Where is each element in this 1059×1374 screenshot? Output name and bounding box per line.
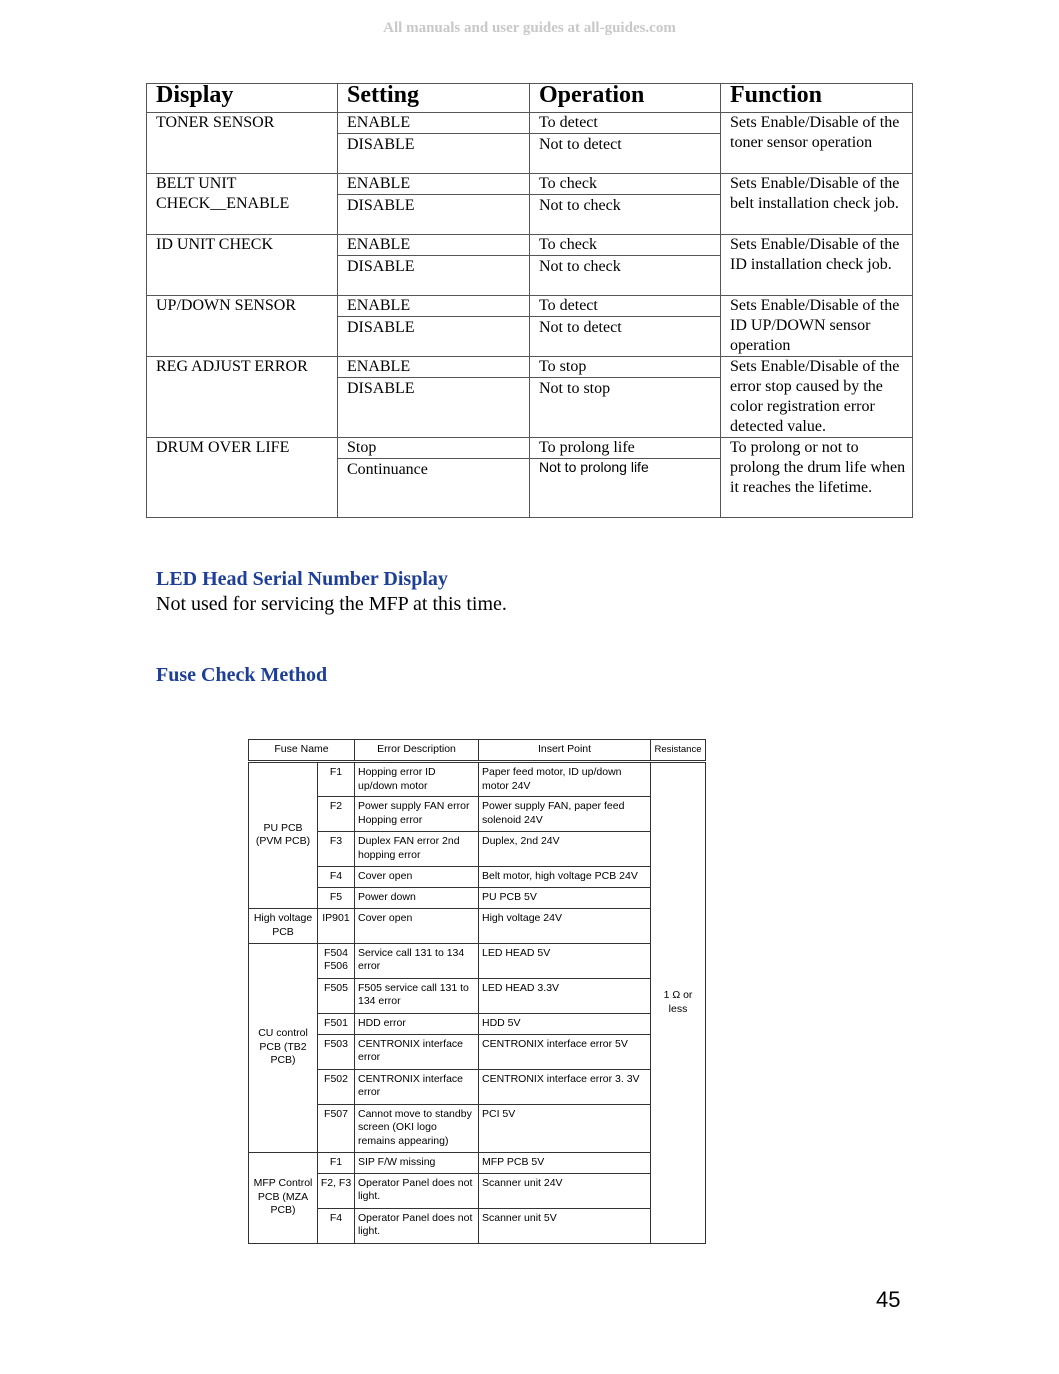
- table-row: [249, 978, 706, 1013]
- header-function: Function: [721, 84, 913, 113]
- operation-cell: To check: [530, 174, 721, 195]
- fuse-error: F505 service call 131 to 134 error: [355, 978, 479, 1013]
- fuse-insert: High voltage 24V: [479, 908, 651, 943]
- fuse-error: CENTRONIX interface error: [355, 1034, 479, 1069]
- fuse-name: F1: [318, 1152, 355, 1173]
- fuse-group-mfp: MFP Control PCB (MZA PCB): [249, 1152, 318, 1243]
- fuse-error: Operator Panel does not light.: [355, 1173, 479, 1208]
- display-cell: BELT UNIT CHECK__ENABLE: [147, 174, 338, 235]
- table-row: [147, 357, 913, 378]
- fuse-insert: MFP PCB 5V: [479, 1152, 651, 1173]
- fuse-name: F2, F3: [318, 1173, 355, 1208]
- fuse-name: F5: [318, 888, 355, 909]
- settings-table: [146, 83, 913, 518]
- led-section-text: Not used for servicing the MFP at this time.: [156, 593, 507, 615]
- table-row: [147, 296, 913, 317]
- fuse-error: Cover open: [355, 867, 479, 888]
- fuse-insert: LED HEAD 5V: [479, 943, 651, 978]
- operation-cell: To check: [530, 235, 721, 256]
- fuse-error: CENTRONIX interface error: [355, 1069, 479, 1104]
- fuse-name: F4: [318, 867, 355, 888]
- fuse-error: Power supply FAN error Hopping error: [355, 797, 479, 832]
- fuse-error: SIP F/W missing: [355, 1152, 479, 1173]
- fuse-insert: Paper feed motor, ID up/down motor 24V: [479, 762, 651, 797]
- fuse-insert: CENTRONIX interface error 3. 3V: [479, 1069, 651, 1104]
- table-row: [249, 797, 706, 832]
- table-row: [249, 1173, 706, 1208]
- operation-cell: Not to detect: [530, 317, 721, 357]
- fuse-name: F1: [318, 762, 355, 797]
- table-row: [249, 1013, 706, 1034]
- operation-cell: To stop: [530, 357, 721, 378]
- fuse-insert: Power supply FAN, paper feed solenoid 24V: [479, 797, 651, 832]
- fuse-error: Service call 131 to 134 error: [355, 943, 479, 978]
- fuse-name: F503: [318, 1034, 355, 1069]
- fuse-header-error: Error Description: [355, 740, 479, 762]
- fuse-resistance: 1 Ω or less: [651, 762, 706, 1244]
- fuse-error: Cover open: [355, 908, 479, 943]
- operation-cell: To detect: [530, 296, 721, 317]
- fuse-table: [248, 739, 706, 1244]
- led-section-heading: LED Head Serial Number Display: [156, 568, 448, 590]
- display-cell: UP/DOWN SENSOR: [147, 296, 338, 357]
- setting-cell: ENABLE: [338, 296, 530, 317]
- function-cell: Sets Enable/Disable of the belt installation check job.: [721, 174, 913, 235]
- fuse-header-insert: Insert Point: [479, 740, 651, 762]
- operation-cell: Not to detect: [530, 134, 721, 174]
- fuse-name: F504 F506: [318, 943, 355, 978]
- fuse-group-pu: PU PCB (PVM PCB): [249, 762, 318, 909]
- fuse-insert: Belt motor, high voltage PCB 24V: [479, 867, 651, 888]
- fuse-error: Cannot move to standby screen (OKI logo remains appearing): [355, 1104, 479, 1152]
- setting-cell: DISABLE: [338, 134, 530, 174]
- table-row: [147, 174, 913, 195]
- fuse-insert: PCI 5V: [479, 1104, 651, 1152]
- display-cell: TONER SENSOR: [147, 113, 338, 174]
- setting-cell: DISABLE: [338, 195, 530, 235]
- operation-cell: Not to stop: [530, 378, 721, 438]
- fuse-name: F505: [318, 978, 355, 1013]
- fuse-name: F3: [318, 832, 355, 867]
- operation-cell: To prolong life: [530, 438, 721, 459]
- setting-cell: ENABLE: [338, 113, 530, 134]
- operation-cell: Not to prolong life: [530, 459, 721, 518]
- header-setting: Setting: [338, 84, 530, 113]
- setting-cell: Stop: [338, 438, 530, 459]
- operation-cell: To detect: [530, 113, 721, 134]
- operation-cell: Not to check: [530, 256, 721, 296]
- display-cell: ID UNIT CHECK: [147, 235, 338, 296]
- fuse-insert: HDD 5V: [479, 1013, 651, 1034]
- table-row: [249, 832, 706, 867]
- table-row: [249, 888, 706, 909]
- function-cell: To prolong or not to prolong the drum life when it reaches the lifetime.: [721, 438, 913, 518]
- table-row: [147, 235, 913, 256]
- fuse-error: Duplex FAN error 2nd hopping error: [355, 832, 479, 867]
- table-row: [249, 908, 706, 943]
- table-row: [249, 1069, 706, 1104]
- fuse-name: F507: [318, 1104, 355, 1152]
- operation-cell: Not to check: [530, 195, 721, 235]
- fuse-name: F4: [318, 1208, 355, 1243]
- table-row: [249, 1152, 706, 1173]
- display-cell: REG ADJUST ERROR: [147, 357, 338, 438]
- setting-cell: ENABLE: [338, 357, 530, 378]
- function-cell: Sets Enable/Disable of the ID installation check job.: [721, 235, 913, 296]
- fuse-error: Power down: [355, 888, 479, 909]
- header-display: Display: [147, 84, 338, 113]
- table-row: [147, 438, 913, 459]
- fuse-insert: Scanner unit 24V: [479, 1173, 651, 1208]
- table-row: [249, 867, 706, 888]
- function-cell: Sets Enable/Disable of the error stop caused by the color registration error detected value.: [721, 357, 913, 438]
- header-operation: Operation: [530, 84, 721, 113]
- function-cell: Sets Enable/Disable of the toner sensor operation: [721, 113, 913, 174]
- fuse-name: F2: [318, 797, 355, 832]
- table-row: [249, 1208, 706, 1243]
- setting-cell: ENABLE: [338, 235, 530, 256]
- table-row: [249, 1034, 706, 1069]
- display-cell: DRUM OVER LIFE: [147, 438, 338, 518]
- table-row: [147, 113, 913, 134]
- fuse-insert: LED HEAD 3.3V: [479, 978, 651, 1013]
- fuse-insert: Duplex, 2nd 24V: [479, 832, 651, 867]
- page-number: 45: [876, 1287, 901, 1312]
- setting-cell: DISABLE: [338, 256, 530, 296]
- table-row: [249, 762, 706, 797]
- settings-header-row: [147, 84, 913, 113]
- fuse-name: F502: [318, 1069, 355, 1104]
- fuse-header-name: Fuse Name: [249, 740, 355, 762]
- fuse-error: HDD error: [355, 1013, 479, 1034]
- watermark: All manuals and user guides at all-guides.com: [383, 20, 676, 36]
- fuse-section-heading: Fuse Check Method: [156, 664, 328, 686]
- fuse-header-resistance: Resistance: [651, 740, 706, 762]
- fuse-insert: PU PCB 5V: [479, 888, 651, 909]
- setting-cell: DISABLE: [338, 378, 530, 438]
- fuse-name: IP901: [318, 908, 355, 943]
- fuse-name: F501: [318, 1013, 355, 1034]
- table-row: [249, 943, 706, 978]
- fuse-group-cu: CU control PCB (TB2 PCB): [249, 943, 318, 1152]
- fuse-insert: Scanner unit 5V: [479, 1208, 651, 1243]
- fuse-error: Hopping error ID up/down motor: [355, 762, 479, 797]
- fuse-insert: CENTRONIX interface error 5V: [479, 1034, 651, 1069]
- setting-cell: DISABLE: [338, 317, 530, 357]
- table-row: [249, 1104, 706, 1152]
- setting-cell: ENABLE: [338, 174, 530, 195]
- function-cell: Sets Enable/Disable of the ID UP/DOWN sensor operation: [721, 296, 913, 357]
- fuse-error: Operator Panel does not light.: [355, 1208, 479, 1243]
- fuse-header-row: [249, 740, 706, 762]
- fuse-group-hv: High voltage PCB: [249, 908, 318, 943]
- setting-cell: Continuance: [338, 459, 530, 518]
